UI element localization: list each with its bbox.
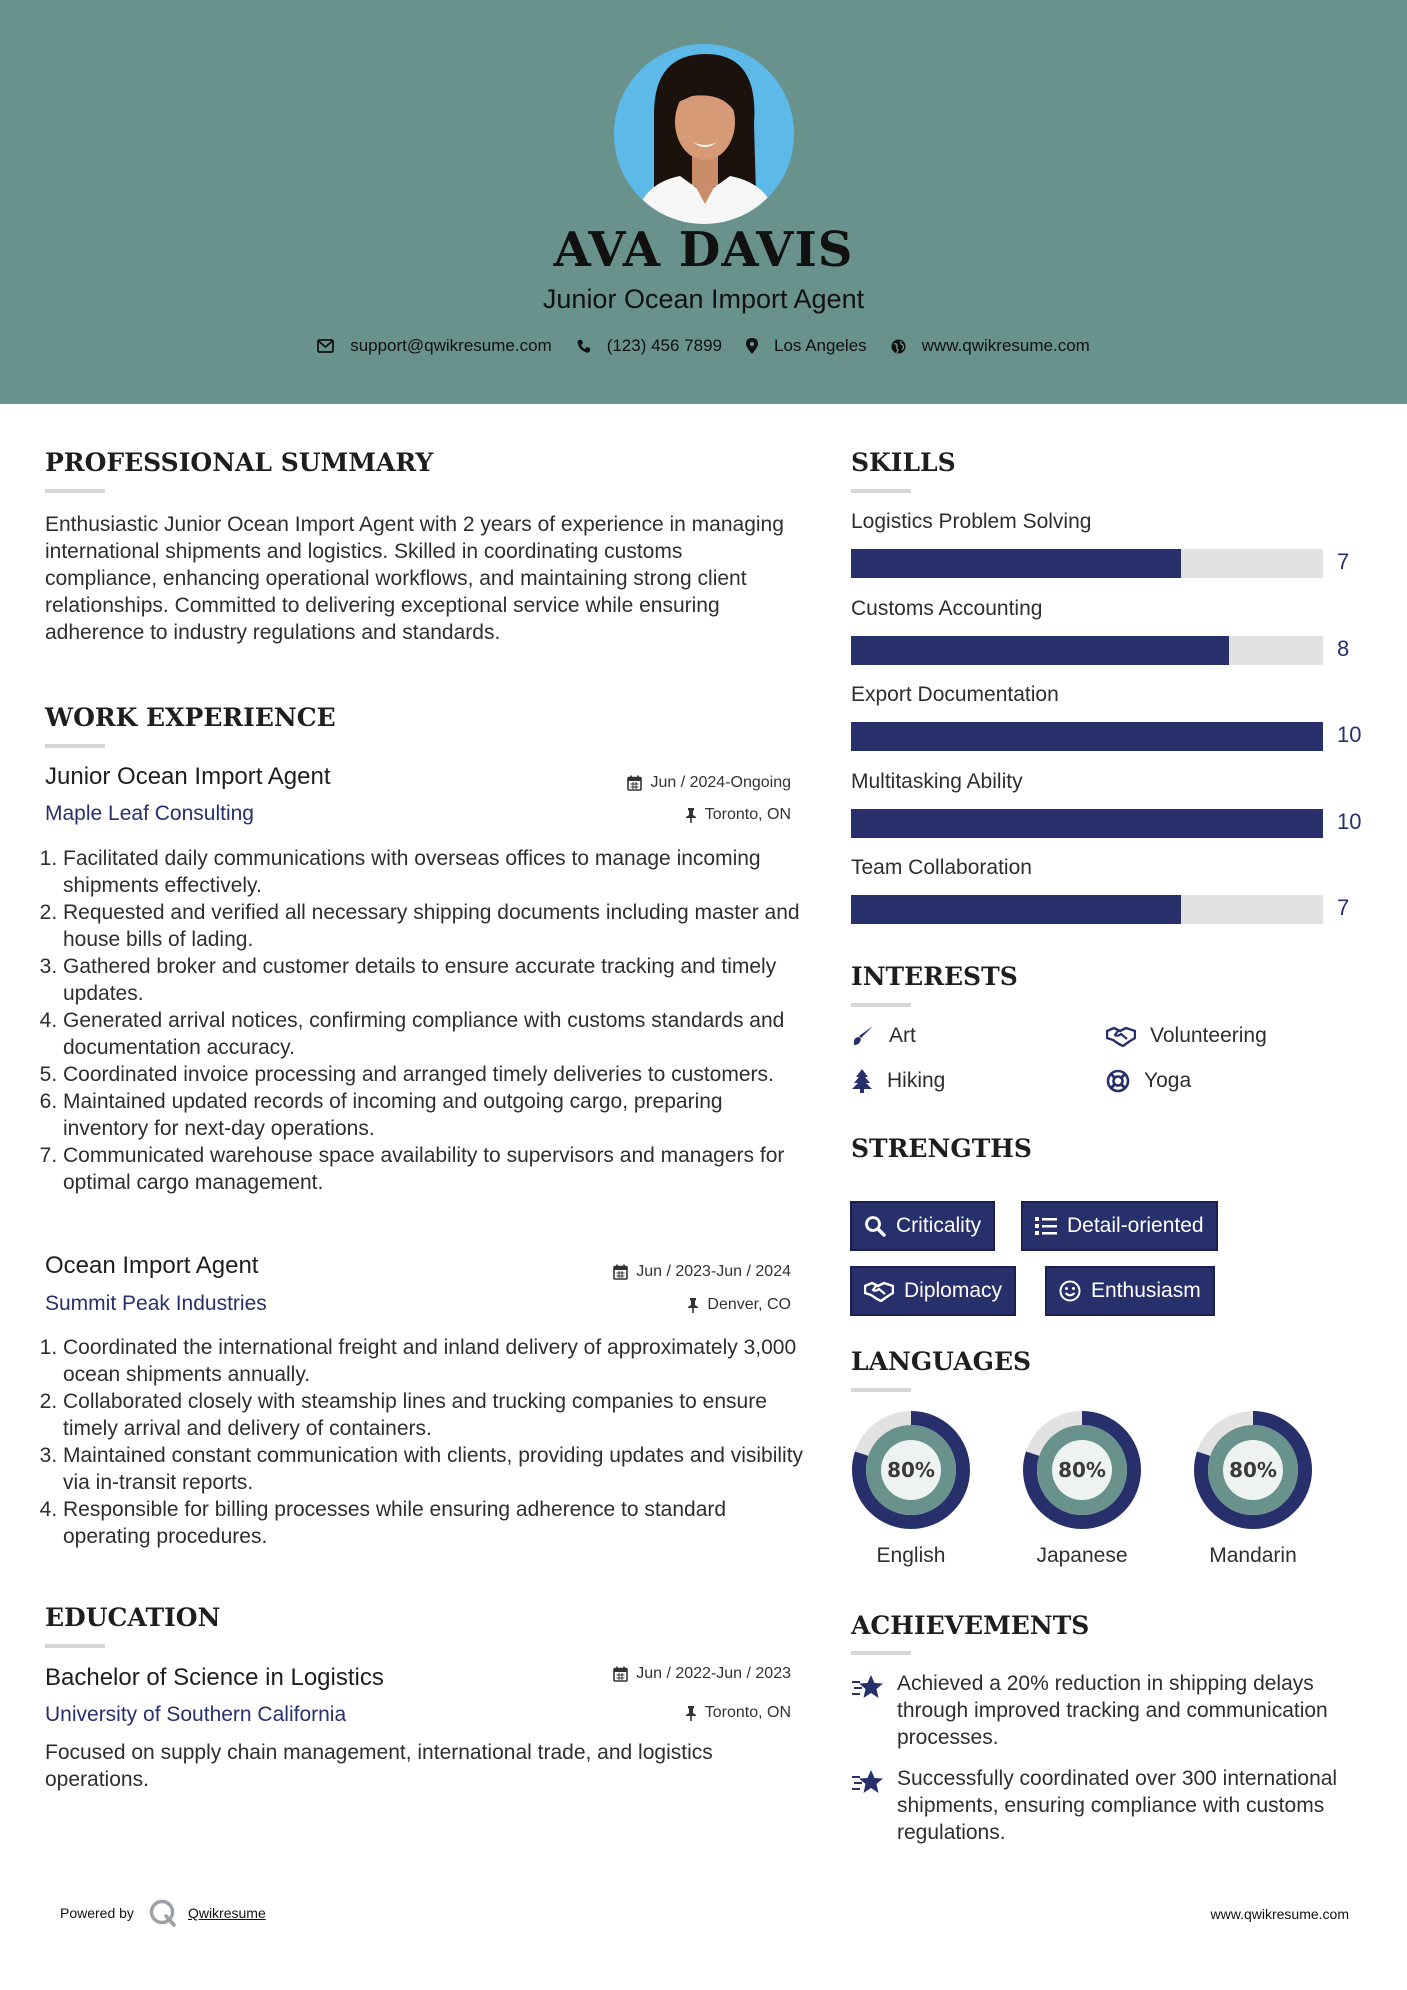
achievement-text: Achieved a 20% reduction in shipping delays through improved tracking and communication processes. [897, 1672, 1328, 1749]
list-item: 6. Maintained updated records of incoming and outgoing cargo, preparing inventory for next-day operations. [63, 1088, 805, 1142]
handshake-icon [1106, 1025, 1136, 1047]
skill-label: Team Collaboration [851, 856, 1032, 879]
resume-header [0, 0, 1407, 404]
skill-value: 7 [1337, 549, 1350, 574]
skill-value: 8 [1337, 635, 1350, 661]
interest-label: Hiking [887, 1069, 946, 1092]
tree-icon [851, 1069, 873, 1093]
star-icon [851, 1672, 885, 1702]
interest-volunteering [1106, 1024, 1267, 1048]
list-item: 3. Maintained constant communication with clients, providing updates and visibility via in-transit reports. [63, 1442, 805, 1496]
list-item: 1. Facilitated daily communications with overseas offices to manage incoming shipments effectively. [63, 845, 805, 899]
education-date [491, 1665, 791, 1683]
job-location [491, 806, 791, 824]
contact-email[interactable] [317, 336, 552, 356]
education-heading-underline [45, 1644, 105, 1648]
skill-value: 10 [1337, 722, 1362, 747]
achievements-heading-underline [851, 1651, 911, 1655]
achievement-item [851, 1670, 1371, 1751]
language-percent: 80% [1229, 1458, 1277, 1482]
list-item: 5. Coordinated invoice processing and arranged timely deliveries to customers. [63, 1061, 805, 1088]
strength-badge [1021, 1201, 1218, 1251]
smile-icon [1059, 1280, 1081, 1302]
skill-value: 7 [1337, 895, 1350, 920]
languages-heading: LANGUAGES [851, 1347, 1032, 1376]
strength-label: Criticality [896, 1214, 982, 1237]
job-title: Junior Ocean Import Agent [45, 763, 331, 790]
calendar-icon [627, 775, 642, 791]
skill-label: Logistics Problem Solving [851, 510, 1092, 533]
interest-yoga [1106, 1069, 1191, 1093]
job-bullets [45, 1334, 805, 1550]
qwikresume-logo-icon [148, 1898, 178, 1928]
contact-website-text: www.qwikresume.com [921, 336, 1090, 355]
job-title: Ocean Import Agent [45, 1252, 259, 1279]
contact-phone[interactable] [576, 336, 722, 356]
skill-bar-fill [851, 549, 1181, 578]
strength-badge [850, 1266, 1016, 1316]
list-icon [1035, 1216, 1057, 1236]
strengths-heading: STRENGTHS [851, 1134, 1032, 1163]
skills-heading: SKILLS [851, 448, 956, 477]
contact-email-text: support@qwikresume.com [350, 336, 552, 355]
education-location [491, 1704, 791, 1722]
interest-label: Yoga [1144, 1069, 1192, 1092]
experience-heading-underline [45, 744, 105, 748]
strength-label: Detail-oriented [1067, 1214, 1204, 1237]
skill-bar-fill [851, 809, 1323, 838]
skill-bar-track [851, 722, 1323, 751]
strength-label: Enthusiasm [1091, 1279, 1201, 1302]
skill-bar-fill [851, 722, 1323, 751]
company-name: Summit Peak Industries [45, 1292, 267, 1315]
skill-label: Multitasking Ability [851, 769, 1023, 793]
summary-text: Enthusiastic Junior Ocean Import Agent with 2 years of experience in managing international shipments and logistics. Skilled in coordinating customs compliance, enhancing operational workflows, and maintaining strong client relationships. Committed to delivering exceptional service while ensuring adherence to industry regulations and standards. [45, 513, 784, 644]
skill-bar-track [851, 549, 1323, 578]
education-heading: EDUCATION [45, 1603, 221, 1632]
skill-bar-fill [851, 636, 1229, 665]
paintbrush-icon [851, 1024, 875, 1048]
contact-bar [0, 336, 1407, 356]
lifebuoy-icon [1106, 1069, 1130, 1093]
handshake-icon [864, 1280, 894, 1302]
education-description: Focused on supply chain management, international trade, and logistics operations. [45, 1741, 713, 1791]
envelope-icon [317, 339, 334, 353]
interests-heading-underline [851, 1003, 911, 1007]
skill-bar-track [851, 636, 1323, 665]
pin-icon [685, 1705, 697, 1721]
skill-bar-track [851, 809, 1323, 838]
contact-location-text: Los Angeles [774, 336, 867, 355]
footer-powered-by [60, 1898, 266, 1928]
list-item: 3. Gathered broker and customer details to ensure accurate tracking and timely updates. [63, 953, 805, 1007]
company-name: Maple Leaf Consulting [45, 802, 254, 825]
job-date [491, 774, 791, 792]
star-icon [851, 1767, 885, 1797]
language-label: Japanese [1036, 1544, 1128, 1567]
footer-website[interactable]: www.qwikresume.com [1210, 1906, 1349, 1922]
language-ring [849, 1408, 973, 1532]
languages-heading-underline [851, 1388, 911, 1392]
calendar-icon [613, 1666, 628, 1682]
pin-icon [687, 1297, 699, 1313]
strength-badge [1045, 1266, 1215, 1316]
list-item: 7. Communicated warehouse space availability to supervisors and managers for optimal cargo management. [63, 1142, 805, 1196]
education-date-text: Jun / 2022-Jun / 2023 [636, 1665, 791, 1682]
calendar-icon [613, 1264, 628, 1280]
language-ring [1191, 1408, 1315, 1532]
profile-photo [614, 44, 794, 224]
candidate-name: AVA DAVIS [553, 222, 854, 278]
language-label: Mandarin [1209, 1544, 1297, 1567]
list-item: 4. Generated arrival notices, confirming compliance with customs standards and documentation accuracy. [63, 1007, 805, 1061]
experience-heading: WORK EXPERIENCE [45, 703, 336, 732]
job-location [491, 1296, 791, 1314]
language-percent: 80% [1058, 1458, 1106, 1482]
contact-phone-text: (123) 456 7899 [606, 336, 723, 355]
contact-location [746, 336, 867, 356]
job-date-text: Jun / 2024-Ongoing [650, 774, 791, 791]
summary-heading-underline [45, 489, 105, 493]
contact-website[interactable] [891, 336, 1090, 356]
interest-hiking [851, 1069, 945, 1093]
achievement-text: Successfully coordinated over 300 international shipments, ensuring compliance with customs regulations. [897, 1767, 1338, 1844]
education-location-text: Toronto, ON [704, 1704, 791, 1721]
list-item: 1. Coordinated the international freight and inland delivery of approximately 3,000 ocean shipments annually. [63, 1334, 805, 1388]
interest-label: Volunteering [1150, 1024, 1267, 1047]
skill-value: 10 [1337, 808, 1362, 834]
list-item: 2. Requested and verified all necessary shipping documents including master and house bills of lading. [63, 899, 805, 953]
phone-icon [576, 339, 591, 354]
interest-label: Art [889, 1024, 916, 1047]
skill-bar-track [851, 895, 1323, 924]
language-ring [1020, 1408, 1144, 1532]
job-date [491, 1263, 791, 1281]
powered-by-text: Powered by [60, 1905, 134, 1921]
skill-bar-fill [851, 895, 1181, 924]
job-location-text: Toronto, ON [704, 806, 791, 823]
degree-title: Bachelor of Science in Logistics [45, 1664, 384, 1691]
summary-heading: PROFESSIONAL SUMMARY [45, 448, 434, 477]
job-date-text: Jun / 2023-Jun / 2024 [636, 1263, 791, 1280]
list-item: 4. Responsible for billing processes while ensuring adherence to standard operating procedures. [63, 1496, 805, 1550]
strength-label: Diplomacy [904, 1279, 1003, 1302]
map-marker-icon [746, 338, 758, 354]
achievements-heading: ACHIEVEMENTS [851, 1611, 1090, 1640]
search-icon [864, 1215, 886, 1237]
job-location-text: Denver, CO [707, 1296, 791, 1313]
candidate-title: Junior Ocean Import Agent [542, 284, 865, 314]
interest-art [851, 1024, 916, 1048]
list-item: 2. Collaborated closely with steamship lines and trucking companies to ensure timely arrival and delivery of containers. [63, 1388, 805, 1442]
job-bullets [45, 845, 805, 1196]
interests-heading: INTERESTS [851, 962, 1018, 991]
qwikresume-link[interactable]: Qwikresume [187, 1905, 266, 1921]
pin-icon [685, 807, 697, 823]
strength-badge [850, 1201, 995, 1251]
skills-heading-underline [851, 489, 911, 493]
skill-label: Customs Accounting [851, 596, 1043, 620]
achievement-item [851, 1765, 1371, 1846]
school-name: University of Southern California [45, 1703, 347, 1726]
globe-icon [891, 339, 906, 354]
language-label: English [876, 1544, 946, 1567]
skill-label: Export Documentation [851, 683, 1059, 706]
language-percent: 80% [887, 1458, 935, 1482]
